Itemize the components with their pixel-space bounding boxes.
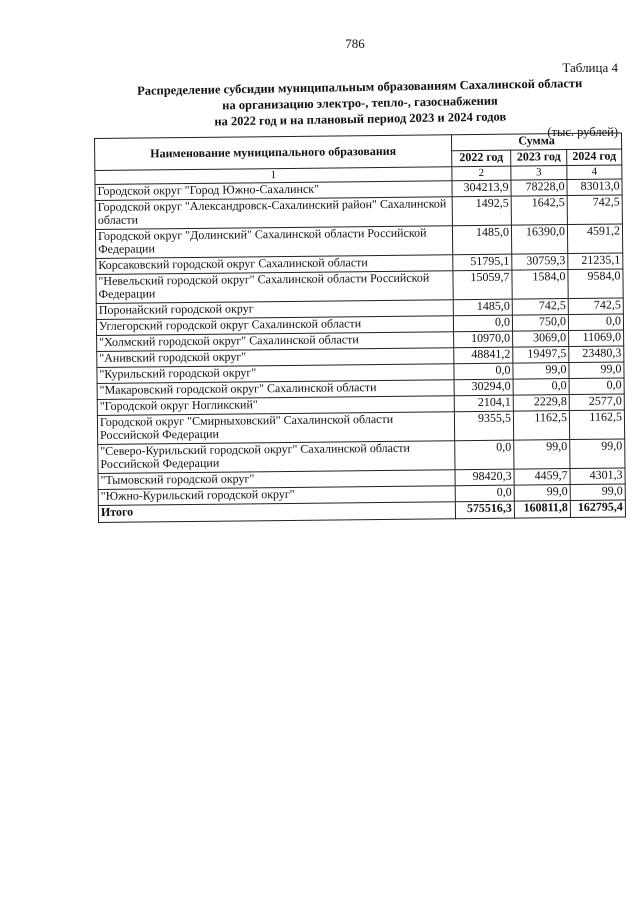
value-2024: 742,5 — [567, 195, 622, 225]
municipality-name: "Тымовский городской округ" — [98, 470, 455, 490]
document-title — [100, 74, 621, 131]
total-2024: 162795,4 — [570, 500, 625, 518]
value-2023: 742,5 — [512, 299, 568, 316]
subsidy-table — [94, 132, 626, 523]
value-2024: 11069,0 — [569, 330, 624, 347]
value-2022: 0,0 — [454, 363, 513, 380]
municipality-name: "Анивский городской округ" — [97, 348, 454, 368]
value-2024: 99,0 — [569, 362, 624, 379]
value-2022: 2104,1 — [454, 395, 513, 412]
municipality-name: Корсаковский городской округ Сахалинской области — [96, 255, 453, 275]
title-line-3: на 2022 год и на плановый период 2023 и 2024 годов — [214, 109, 507, 129]
value-2023: 1642,5 — [511, 196, 567, 226]
value-2022: 0,0 — [453, 315, 512, 332]
index-cell: 3 — [511, 166, 567, 181]
value-2022: 48841,2 — [454, 347, 513, 364]
municipality-name: Городской округ "Город Южно-Сахалинск" — [95, 181, 452, 201]
total-2023: 160811,8 — [514, 501, 570, 519]
header-sum: Сумма — [451, 133, 621, 151]
subsidy-table-wrapper — [94, 132, 626, 523]
municipality-name: Городской округ "Александровск-Сахалинский район" Сахалинской области — [95, 197, 452, 230]
value-2023: 1162,5 — [513, 411, 569, 441]
value-2024: 4301,3 — [570, 468, 625, 485]
value-2024: 0,0 — [569, 378, 624, 395]
total-label: Итого — [98, 502, 455, 523]
municipality-name: "Макаровский городской округ" Сахалинской области — [97, 380, 454, 400]
value-2024: 742,5 — [568, 298, 623, 315]
title-line-1: Распределение субсидии муниципальным образованиям Сахалинской области — [137, 76, 583, 98]
value-2023: 78228,0 — [511, 180, 567, 197]
value-2023: 2229,8 — [513, 395, 569, 412]
value-2022: 15059,7 — [453, 270, 512, 300]
header-year-2023: 2023 год — [511, 150, 567, 167]
value-2023: 4459,7 — [514, 469, 570, 486]
value-2022: 30294,0 — [454, 379, 513, 396]
value-2024: 1162,5 — [569, 410, 624, 440]
value-2022: 51795,1 — [453, 254, 512, 271]
value-2024: 99,0 — [570, 484, 625, 501]
index-cell: 2 — [452, 166, 511, 181]
municipality-name: "Городской округ Ногликский" — [97, 396, 454, 416]
value-2023: 19497,5 — [513, 347, 569, 364]
index-cell: 4 — [567, 165, 622, 180]
municipality-name: Углегорский городской округ Сахалинской области — [96, 316, 453, 336]
value-2023: 99,0 — [514, 440, 570, 470]
value-2022: 1492,5 — [452, 196, 511, 226]
municipality-name: "Курильский городской округ" — [97, 364, 454, 384]
value-2023: 30759,3 — [512, 254, 568, 271]
municipality-name: "Южно-Курильский городской округ" — [98, 486, 455, 506]
value-2023: 750,0 — [512, 315, 568, 332]
value-2022: 9355,5 — [454, 411, 513, 441]
value-2024: 21235,1 — [568, 253, 623, 270]
title-line-2: на организацию электро-, тепло-, газоснабжения — [222, 93, 498, 113]
units-note: (тыс. рублей) — [547, 125, 618, 139]
municipality-name: Городской округ "Смирныховский" Сахалинской области Российской Федерации — [97, 412, 454, 445]
municipality-name: Поронайский городской округ — [96, 300, 453, 320]
value-2022: 0,0 — [455, 440, 514, 470]
value-2022: 1485,0 — [453, 299, 512, 316]
value-2023: 99,0 — [514, 485, 570, 502]
value-2024: 83013,0 — [567, 179, 622, 196]
value-2024: 4591,2 — [567, 224, 622, 254]
municipality-name: "Холмский городской округ" Сахалинской области — [97, 332, 454, 352]
value-2024: 99,0 — [570, 439, 625, 469]
header-name: Наименование муниципального образования — [95, 135, 452, 171]
value-2024: 2577,0 — [569, 394, 624, 411]
value-2022: 1485,0 — [452, 225, 511, 255]
total-2022: 575516,3 — [455, 501, 514, 519]
value-2022: 98420,3 — [455, 469, 514, 486]
municipality-name: "Северо-Курильский городской округ" Сахалинской области Российской Федерации — [98, 441, 455, 474]
index-cell: 1 — [95, 167, 452, 185]
municipality-name: Городской округ "Долинский" Сахалинской области Российской Федерации — [95, 226, 452, 259]
value-2022: 304213,9 — [452, 180, 511, 197]
value-2024: 9584,0 — [568, 269, 623, 299]
value-2024: 23480,3 — [569, 346, 624, 363]
value-2023: 16390,0 — [511, 225, 567, 255]
header-year-2022: 2022 год — [452, 150, 511, 167]
value-2023: 0,0 — [513, 379, 569, 396]
value-2022: 0,0 — [455, 485, 514, 502]
value-2023: 1584,0 — [512, 270, 568, 300]
value-2023: 3069,0 — [513, 331, 569, 348]
value-2024: 0,0 — [568, 314, 623, 331]
municipality-name: "Невельский городской округ" Сахалинской области Российской Федерации — [96, 271, 453, 304]
page-number: 786 — [345, 36, 365, 51]
value-2023: 99,0 — [513, 363, 569, 380]
header-year-2024: 2024 год — [567, 149, 622, 166]
value-2022: 10970,0 — [454, 331, 513, 348]
table-label: Таблица 4 — [562, 60, 618, 75]
